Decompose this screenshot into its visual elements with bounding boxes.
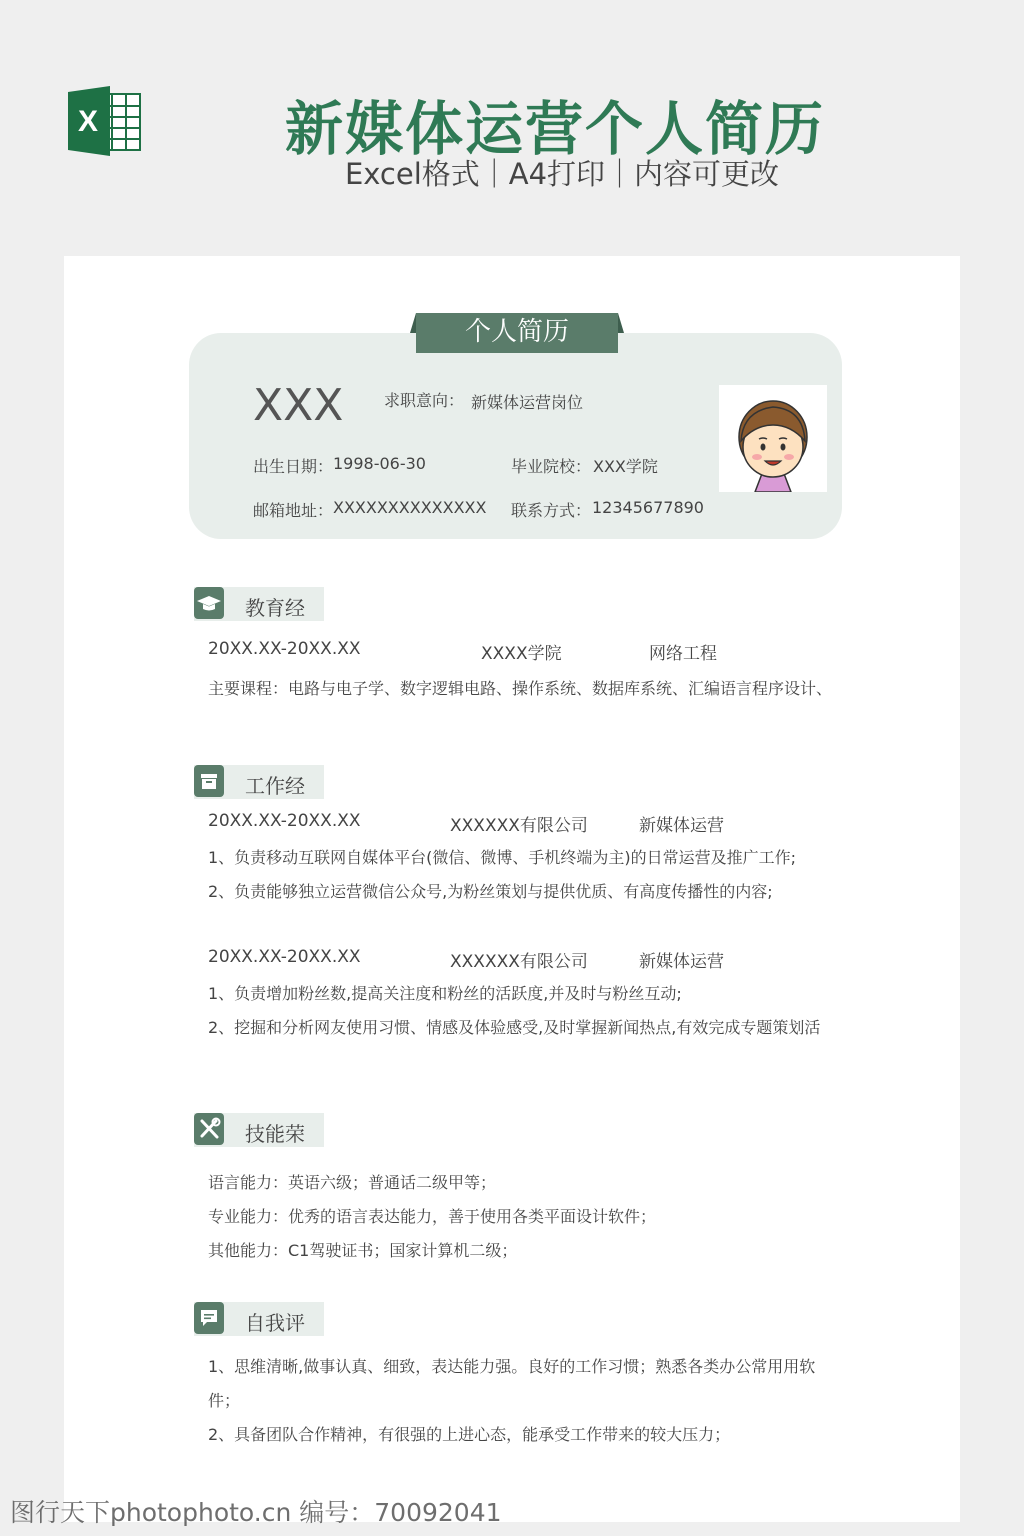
contact-label: 联系方式： (511, 501, 592, 520)
skills-section-title: 技能荣 (245, 1122, 305, 1146)
email-label: 邮箱地址： (253, 501, 334, 520)
avatar (719, 385, 827, 492)
self-eval-line: 1、思维清晰,做事认真、细致，表达能力强。良好的工作习惯；熟悉各类办公常用用软 (208, 1357, 816, 1376)
school-label: 毕业院校： (511, 457, 592, 476)
job-period: 20XX.XX-20XX.XX (208, 811, 361, 831)
excel-logo-letter: X (77, 105, 99, 138)
contact-value: 12345677890 (592, 498, 704, 517)
birth-date-value: 1998-06-30 (333, 454, 426, 473)
job-intent-label: 求职意向： (384, 391, 465, 410)
education-major: 网络工程 (649, 644, 717, 664)
job-company: XXXXXX有限公司 (450, 816, 588, 836)
school-value: XXX学院 (593, 457, 658, 476)
education-section-title: 教育经 (245, 596, 305, 620)
job-duty: 1、负责移动互联网自媒体平台(微信、微博、手机终端为主)的日常运营及推广工作; (208, 848, 797, 867)
page-title: 新媒体运营个人简历 (284, 95, 825, 163)
avatar-illustration (719, 385, 827, 492)
self-eval-section-title: 自我评 (245, 1311, 305, 1335)
resume-tab-label: 个人简历 (464, 317, 569, 347)
watermark-text: 图行天下photophoto.cn 编号：70092041 (10, 1498, 502, 1527)
job-duty: 2、挖掘和分析网友使用习惯、情感及体验感受,及时掌握新闻热点,有效完成专题策划活 (208, 1018, 821, 1037)
candidate-name: XXX (253, 380, 344, 431)
education-school: XXXX学院 (481, 644, 562, 664)
tools-icon (194, 1113, 224, 1145)
education-period: 20XX.XX-20XX.XX (208, 639, 361, 659)
job-position: 新媒体运营 (639, 816, 724, 836)
education-courses: 主要课程：电路与电子学、数字逻辑电路、操作系统、数据库系统、汇编语言程序设计、 (208, 679, 833, 698)
job-company: XXXXXX有限公司 (450, 952, 588, 972)
job-period: 20XX.XX-20XX.XX (208, 947, 361, 967)
email-value: XXXXXXXXXXXXXX (333, 498, 487, 517)
job-duty: 2、负责能够独立运营微信公众号,为粉丝策划与提供优质、有高度传播性的内容; (208, 882, 773, 901)
skill-item: 专业能力：优秀的语言表达能力，善于使用各类平面设计软件； (208, 1207, 657, 1226)
job-position: 新媒体运营 (639, 952, 724, 972)
work-section-title: 工作经 (245, 774, 305, 798)
job-duty: 1、负责增加粉丝数,提高关注度和粉丝的活跃度,并及时与粉丝互动; (208, 984, 682, 1003)
chat-bubble-icon (194, 1302, 224, 1334)
archive-box-icon (194, 765, 224, 797)
self-eval-line: 件； (208, 1391, 241, 1410)
skill-item: 其他能力：C1驾驶证书；国家计算机二级； (208, 1241, 518, 1260)
graduation-cap-icon (194, 587, 224, 619)
self-eval-line: 2、具备团队合作精神，有很强的上进心态，能承受工作带来的较大压力； (208, 1425, 731, 1444)
job-intent-value: 新媒体运营岗位 (471, 393, 584, 412)
page-subtitle: Excel格式｜A4打印｜内容可更改 (344, 157, 780, 191)
birth-date-label: 出生日期： (253, 457, 334, 476)
skill-item: 语言能力：英语六级；普通话二级甲等； (208, 1173, 497, 1192)
